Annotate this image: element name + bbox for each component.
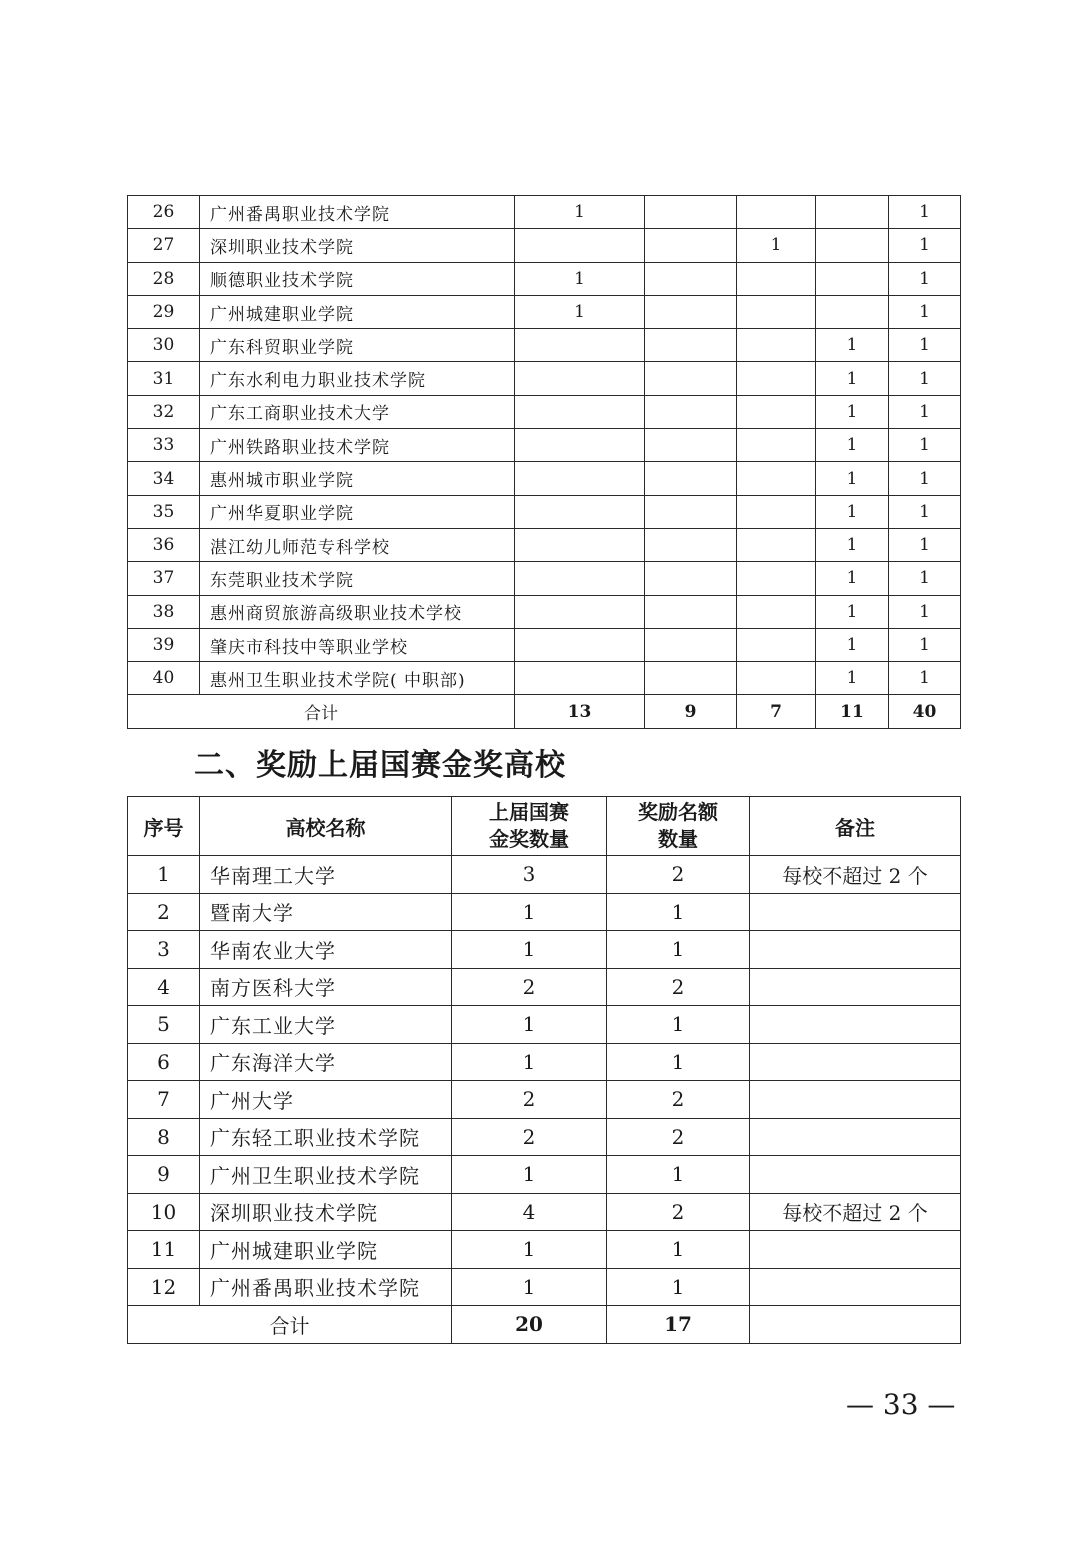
- remark: [750, 1006, 961, 1044]
- gold-count: 1: [452, 1156, 607, 1194]
- quota-count: 1: [607, 1156, 750, 1194]
- gold-count: 4: [452, 1193, 607, 1231]
- count-cell: 1: [816, 662, 889, 695]
- row-number: 11: [128, 1231, 200, 1269]
- remark: 每校不超过 2 个: [750, 1193, 961, 1231]
- count-cell: [737, 528, 816, 561]
- total-quota: 17: [607, 1306, 750, 1344]
- count-cell: 1: [816, 628, 889, 661]
- table-row: [128, 662, 961, 695]
- count-cell: [816, 229, 889, 262]
- gold-count: 1: [452, 1006, 607, 1044]
- count-cell: 1: [816, 528, 889, 561]
- count-cell: [515, 429, 645, 462]
- count-cell: [645, 395, 737, 428]
- school-name: 惠州商贸旅游高级职业技术学校: [200, 595, 515, 628]
- count-cell: 1: [515, 262, 645, 295]
- count-cell: [737, 462, 816, 495]
- count-cell: [645, 528, 737, 561]
- page-number: — 33 —: [846, 1388, 956, 1421]
- row-number: 12: [128, 1268, 200, 1306]
- school-name: 广东科贸职业学院: [200, 329, 515, 362]
- table-row: [128, 1156, 961, 1194]
- total-row: [128, 1306, 961, 1344]
- school-name: 肇庆市科技中等职业学校: [200, 628, 515, 661]
- count-cell: [645, 196, 737, 229]
- count-cell: 1: [816, 495, 889, 528]
- remark: [750, 893, 961, 931]
- count-cell: 1: [889, 196, 961, 229]
- header-quota: [607, 797, 750, 856]
- quota-count: 1: [607, 931, 750, 969]
- table-row: [128, 562, 961, 595]
- count-cell: [645, 495, 737, 528]
- gold-count: 1: [452, 1231, 607, 1269]
- count-cell: 1: [889, 662, 961, 695]
- row-number: 37: [128, 562, 200, 595]
- school-name: 广州城建职业学院: [200, 1231, 452, 1269]
- count-cell: [515, 329, 645, 362]
- gold-count: 2: [452, 968, 607, 1006]
- remark: [750, 1043, 961, 1081]
- count-cell: 1: [816, 462, 889, 495]
- header-gold-line2: 金奖数量: [489, 827, 569, 851]
- count-cell: [816, 295, 889, 328]
- row-number: 6: [128, 1043, 200, 1081]
- count-cell: [737, 295, 816, 328]
- school-name: 广州大学: [200, 1081, 452, 1119]
- remark: [750, 1231, 961, 1269]
- count-cell: [737, 495, 816, 528]
- header-gold-line1: 上届国赛: [489, 800, 569, 824]
- school-name: 广东工业大学: [200, 1006, 452, 1044]
- count-cell: 1: [889, 329, 961, 362]
- count-cell: 1: [816, 329, 889, 362]
- school-name: 湛江幼儿师范专科学校: [200, 528, 515, 561]
- count-cell: 1: [889, 429, 961, 462]
- count-cell: 1: [816, 362, 889, 395]
- row-number: 30: [128, 329, 200, 362]
- row-number: 36: [128, 528, 200, 561]
- count-cell: [515, 562, 645, 595]
- total-count: 11: [816, 695, 889, 728]
- table-row: [128, 628, 961, 661]
- count-cell: 1: [816, 595, 889, 628]
- table-row: [128, 1006, 961, 1044]
- school-name: 广州番禺职业技术学院: [200, 196, 515, 229]
- remark: [750, 1118, 961, 1156]
- total-count: 40: [889, 695, 961, 728]
- school-name: 南方医科大学: [200, 968, 452, 1006]
- remark: [750, 968, 961, 1006]
- count-cell: [515, 395, 645, 428]
- count-cell: [737, 262, 816, 295]
- table-row: [128, 893, 961, 931]
- total-row: [128, 695, 961, 728]
- count-cell: [645, 562, 737, 595]
- table-row: [128, 229, 961, 262]
- count-cell: [645, 295, 737, 328]
- row-number: 2: [128, 893, 200, 931]
- count-cell: 1: [889, 229, 961, 262]
- section-heading: 二、奖励上届国赛金奖高校: [194, 748, 566, 783]
- table-row: [128, 462, 961, 495]
- school-name: 广东工商职业技术大学: [200, 395, 515, 428]
- count-cell: [737, 395, 816, 428]
- school-name: 深圳职业技术学院: [200, 229, 515, 262]
- remark: [750, 931, 961, 969]
- total-remark: [750, 1306, 961, 1344]
- count-cell: [737, 429, 816, 462]
- header-remark: 备注: [750, 797, 961, 856]
- total-label: 合计: [128, 695, 515, 728]
- row-number: 39: [128, 628, 200, 661]
- row-number: 3: [128, 931, 200, 969]
- count-cell: [645, 429, 737, 462]
- table-row: [128, 329, 961, 362]
- count-cell: 1: [816, 429, 889, 462]
- table-row: [128, 1231, 961, 1269]
- count-cell: [645, 595, 737, 628]
- table-row: [128, 395, 961, 428]
- gold-count: 1: [452, 931, 607, 969]
- row-number: 10: [128, 1193, 200, 1231]
- row-number: 40: [128, 662, 200, 695]
- quota-count: 2: [607, 1118, 750, 1156]
- quota-count: 1: [607, 893, 750, 931]
- row-number: 33: [128, 429, 200, 462]
- quota-count: 2: [607, 968, 750, 1006]
- count-cell: [515, 595, 645, 628]
- count-cell: 1: [889, 495, 961, 528]
- table-row: [128, 528, 961, 561]
- count-cell: [645, 229, 737, 262]
- remark: [750, 1081, 961, 1119]
- count-cell: [515, 662, 645, 695]
- total-count: 9: [645, 695, 737, 728]
- count-cell: 1: [889, 362, 961, 395]
- quota-count: 2: [607, 1193, 750, 1231]
- remark: [750, 1268, 961, 1306]
- count-cell: [816, 196, 889, 229]
- total-count: 7: [737, 695, 816, 728]
- row-number: 29: [128, 295, 200, 328]
- table-row: [128, 968, 961, 1006]
- school-name: 深圳职业技术学院: [200, 1193, 452, 1231]
- row-number: 4: [128, 968, 200, 1006]
- school-name: 华南理工大学: [200, 856, 452, 894]
- gold-count: 2: [452, 1081, 607, 1119]
- gold-count: 2: [452, 1118, 607, 1156]
- row-number: 27: [128, 229, 200, 262]
- count-cell: [515, 528, 645, 561]
- count-cell: [816, 262, 889, 295]
- gold-award-table: [127, 796, 961, 1344]
- quota-count: 1: [607, 1268, 750, 1306]
- gold-count: 1: [452, 1268, 607, 1306]
- count-cell: 1: [889, 628, 961, 661]
- table-row: [128, 931, 961, 969]
- table-row: [128, 429, 961, 462]
- table-row: [128, 196, 961, 229]
- count-cell: [737, 628, 816, 661]
- school-name: 广东轻工职业技术学院: [200, 1118, 452, 1156]
- quota-count: 1: [607, 1043, 750, 1081]
- school-name: 广州华夏职业学院: [200, 495, 515, 528]
- table-row: [128, 262, 961, 295]
- quota-count: 1: [607, 1006, 750, 1044]
- row-number: 26: [128, 196, 200, 229]
- school-name: 广州番禺职业技术学院: [200, 1268, 452, 1306]
- count-cell: [645, 462, 737, 495]
- school-name: 广州卫生职业技术学院: [200, 1156, 452, 1194]
- quota-count: 2: [607, 1081, 750, 1119]
- count-cell: [645, 329, 737, 362]
- header-name: 高校名称: [200, 797, 452, 856]
- count-cell: [515, 229, 645, 262]
- remark: [750, 1156, 961, 1194]
- table-row: [128, 595, 961, 628]
- count-cell: 1: [816, 395, 889, 428]
- row-number: 9: [128, 1156, 200, 1194]
- header-no: 序号: [128, 797, 200, 856]
- count-cell: [515, 462, 645, 495]
- count-cell: [737, 196, 816, 229]
- quota-count: 1: [607, 1231, 750, 1269]
- row-number: 1: [128, 856, 200, 894]
- total-count: 13: [515, 695, 645, 728]
- row-number: 5: [128, 1006, 200, 1044]
- count-cell: 1: [889, 262, 961, 295]
- count-cell: [737, 595, 816, 628]
- row-number: 31: [128, 362, 200, 395]
- school-name: 广州铁路职业技术学院: [200, 429, 515, 462]
- count-cell: 1: [889, 462, 961, 495]
- table-row: [128, 1268, 961, 1306]
- school-name: 顺德职业技术学院: [200, 262, 515, 295]
- count-cell: [645, 662, 737, 695]
- count-cell: 1: [515, 196, 645, 229]
- table-row: [128, 1193, 961, 1231]
- table-row: [128, 856, 961, 894]
- table-row: [128, 495, 961, 528]
- school-name: 惠州卫生职业技术学院( 中职部): [200, 662, 515, 695]
- remark: 每校不超过 2 个: [750, 856, 961, 894]
- school-name: 华南农业大学: [200, 931, 452, 969]
- school-name: 广东水利电力职业技术学院: [200, 362, 515, 395]
- school-name: 惠州城市职业学院: [200, 462, 515, 495]
- count-cell: 1: [889, 295, 961, 328]
- row-number: 34: [128, 462, 200, 495]
- count-cell: [645, 262, 737, 295]
- row-number: 28: [128, 262, 200, 295]
- gold-count: 1: [452, 1043, 607, 1081]
- count-cell: [515, 362, 645, 395]
- gold-count: 1: [452, 893, 607, 931]
- row-number: 38: [128, 595, 200, 628]
- header-gold-count: [452, 797, 607, 856]
- school-name: 广州城建职业学院: [200, 295, 515, 328]
- row-number: 7: [128, 1081, 200, 1119]
- count-cell: [737, 562, 816, 595]
- count-cell: 1: [889, 595, 961, 628]
- table-row: [128, 362, 961, 395]
- table-row: [128, 295, 961, 328]
- count-cell: [515, 495, 645, 528]
- school-name: 广东海洋大学: [200, 1043, 452, 1081]
- header-quota-line1: 奖励名额: [638, 800, 718, 824]
- header-quota-line2: 数量: [658, 827, 698, 851]
- count-cell: [645, 362, 737, 395]
- count-cell: [737, 362, 816, 395]
- row-number: 32: [128, 395, 200, 428]
- quota-table-continued: [127, 195, 961, 729]
- row-number: 8: [128, 1118, 200, 1156]
- quota-count: 2: [607, 856, 750, 894]
- row-number: 35: [128, 495, 200, 528]
- count-cell: [737, 329, 816, 362]
- total-gold: 20: [452, 1306, 607, 1344]
- table-row: [128, 1118, 961, 1156]
- count-cell: [515, 628, 645, 661]
- school-name: 东莞职业技术学院: [200, 562, 515, 595]
- table-row: [128, 1043, 961, 1081]
- table-row: [128, 1081, 961, 1119]
- gold-count: 3: [452, 856, 607, 894]
- count-cell: 1: [816, 562, 889, 595]
- count-cell: 1: [737, 229, 816, 262]
- table-header-row: [128, 797, 961, 856]
- total-label: 合计: [128, 1306, 452, 1344]
- count-cell: [645, 628, 737, 661]
- count-cell: 1: [889, 562, 961, 595]
- count-cell: 1: [889, 528, 961, 561]
- count-cell: [737, 662, 816, 695]
- school-name: 暨南大学: [200, 893, 452, 931]
- count-cell: 1: [515, 295, 645, 328]
- count-cell: 1: [889, 395, 961, 428]
